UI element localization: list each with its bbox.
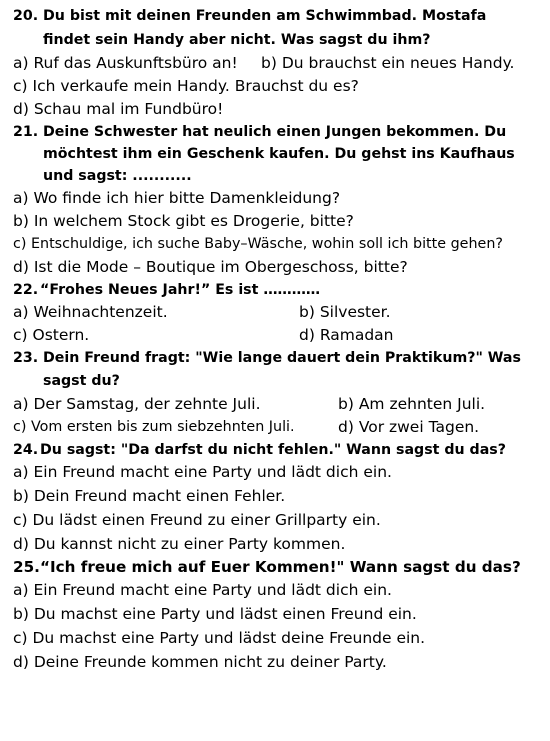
answer-option-b[interactable]: b) In welchem Stock gibt es Drogerie, bitte? [13, 212, 354, 230]
answer-option-b[interactable]: b) Du machst eine Party und lädst einen Freund ein. [13, 605, 417, 623]
answer-option-b[interactable]: b) Am zehnten Juli. [338, 395, 486, 413]
question-number: 24. [13, 442, 39, 458]
question-number: 22. [13, 282, 39, 298]
answer-option-c[interactable]: c) Entschuldige, ich suche Baby–Wäsche, wohin soll ich bitte gehen? [13, 236, 503, 252]
question-number: 21. [13, 124, 39, 140]
answer-option-c[interactable]: c) Vom ersten bis zum siebzehnten Juli. [13, 419, 295, 435]
question-text-line: Deine Schwester hat neulich einen Jungen bekommen. Du [43, 124, 507, 140]
question-text-line: “Ich freue mich auf Euer Kommen!" Wann sagst du das? [40, 558, 521, 576]
answer-option-c[interactable]: c) Ostern. [13, 326, 90, 344]
answer-option-d[interactable]: d) Du kannst nicht zu einer Party kommen. [13, 535, 346, 553]
question-text-line: findet sein Handy aber nicht. Was sagst du ihm? [43, 32, 431, 48]
question-number: 23. [13, 350, 39, 366]
answer-option-a[interactable]: a) Weihnachtenzeit. [13, 303, 168, 321]
answer-option-d[interactable]: d) Deine Freunde kommen nicht zu deiner Party. [13, 653, 387, 671]
answer-option-b[interactable]: b) Dein Freund macht einen Fehler. [13, 487, 286, 505]
question-text-line: Du bist mit deinen Freunden am Schwimmbad. Mostafa [43, 8, 487, 24]
answer-option-b[interactable]: b) Silvester. [299, 303, 391, 321]
question-text-line: “Frohes Neues Jahr!” Es ist ………… [40, 282, 321, 298]
question-number: 20. [13, 8, 39, 24]
question-text-line: Du sagst: "Da darfst du nicht fehlen." Wann sagst du das? [40, 442, 506, 458]
answer-option-a[interactable]: a) Ruf das Auskunftsbüro an! [13, 54, 238, 72]
question-text-line: sagst du? [43, 373, 120, 389]
question-number: 25. [13, 558, 40, 576]
answer-option-a[interactable]: a) Der Samstag, der zehnte Juli. [13, 395, 261, 413]
answer-option-b[interactable]: b) Du brauchst ein neues Handy. [261, 54, 515, 72]
answer-option-a[interactable]: a) Ein Freund macht eine Party und lädt dich ein. [13, 581, 392, 599]
answer-option-a[interactable]: a) Wo finde ich hier bitte Damenkleidung? [13, 189, 341, 207]
question-text-line: möchtest ihm ein Geschenk kaufen. Du gehst ins Kaufhaus [43, 146, 515, 162]
answer-option-d[interactable]: d) Vor zwei Tagen. [338, 418, 480, 436]
answer-option-c[interactable]: c) Du machst eine Party und lädst deine Freunde ein. [13, 629, 426, 647]
question-text-line: Dein Freund fragt: "Wie lange dauert dein Praktikum?" Was [43, 350, 521, 366]
answer-option-c[interactable]: c) Ich verkaufe mein Handy. Brauchst du es? [13, 77, 359, 95]
question-text-line: und sagst: ........... [43, 168, 192, 184]
answer-option-c[interactable]: c) Du lädst einen Freund zu einer Grillparty ein. [13, 511, 381, 529]
answer-option-d[interactable]: d) Ramadan [299, 326, 394, 344]
answer-option-d[interactable]: d) Schau mal im Fundbüro! [13, 100, 224, 118]
answer-option-a[interactable]: a) Ein Freund macht eine Party und lädt dich ein. [13, 463, 392, 481]
answer-option-d[interactable]: d) Ist die Mode – Boutique im Obergeschoss, bitte? [13, 258, 408, 276]
